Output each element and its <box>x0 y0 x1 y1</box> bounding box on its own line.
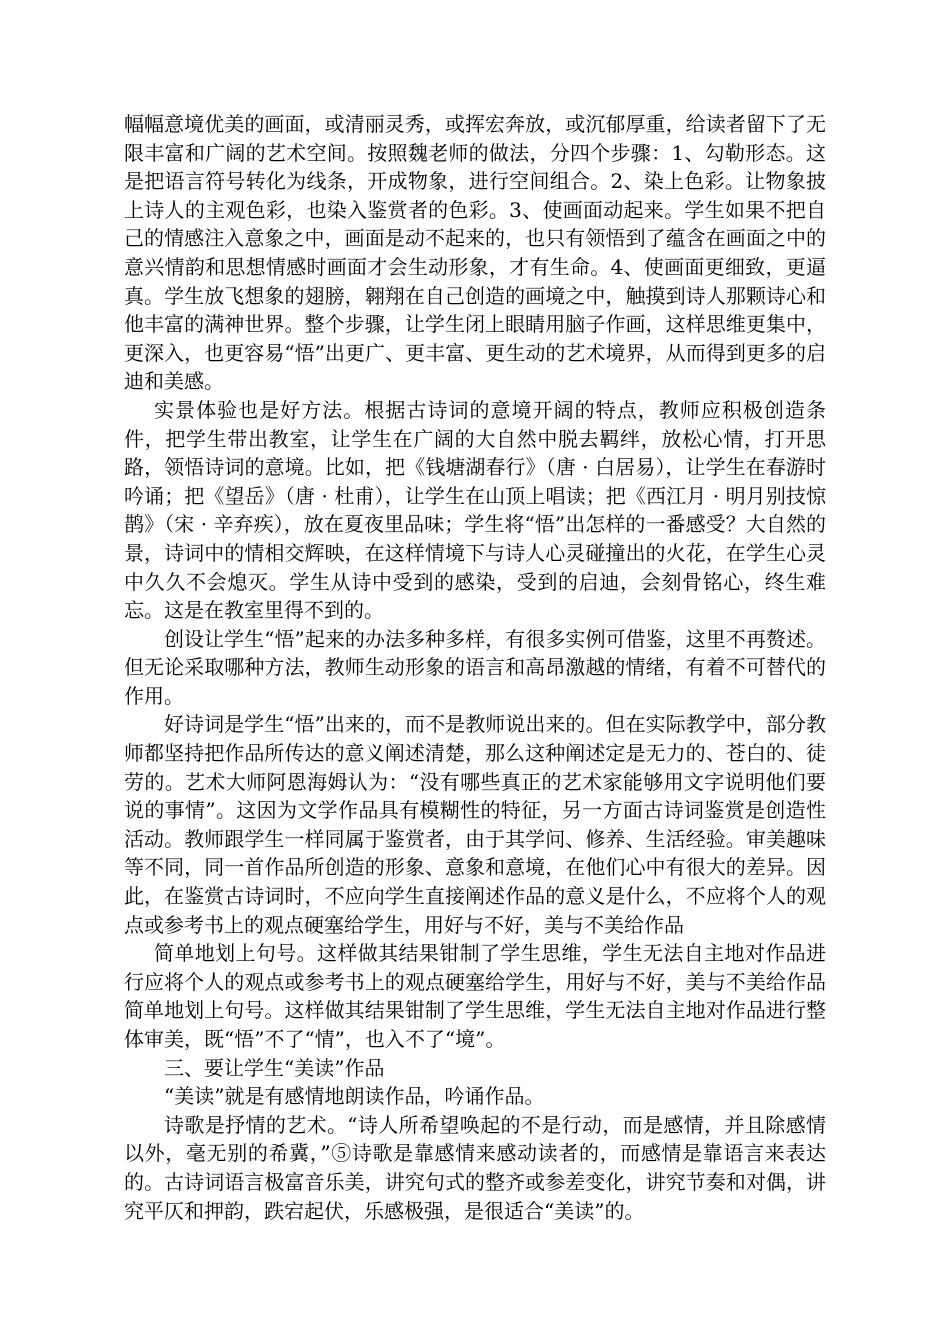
paragraph-field-experience: 实景体验也是好方法。根据古诗词的意境开阔的特点，教师应积极创造条件，把学生带出教室，让学生在广阔的大自然中脱去羁绊，放松心情，打开思路，领悟诗词的意境。比如，把《钱塘湖春行》（唐 · 白居易），让学生在春游时吟诵；把《望岳》（唐 · 杜甫），让学生在山顶上唱读；把《西江月 · 明月别技惊鹊》（宋 · 辛弃疾），放在夏夜里品味；学生将“悟”出怎样的一番感受？大自然的景，诗词中的情相交辉映，在这样情境下与诗人心灵碰撞出的火花，在学生心灵中久久不会熄灭。学生从诗中受到的感染，受到的启迪，会刻骨铭心，终生难忘。这是在教室里得不到的。 <box>124 397 826 623</box>
paragraph-poetry-emotion: 诗歌是抒情的艺术。“诗人所希望唤起的不是行动，而是感情，并且除感情以外，毫无别的希冀，”⑤诗歌是靠感情来感动读者的，而感情是靠语言来表达的。古诗词语言极富音乐美，讲究句式的整齐或参差变化，讲究节奏和对偶，讲究平仄和押韵，跌宕起伏，乐感极强，是很适合“美读”的。 <box>124 1112 826 1223</box>
paragraph-methods: 创设让学生“悟”起来的办法多种多样，有很多实例可借鉴，这里不再赘述。但无论采取哪种方法，教师生动形象的语言和高昂激越的情绪，有着不可替代的作用。 <box>124 626 826 708</box>
paragraph-visualization-steps: 幅幅意境优美的画面，或清丽灵秀，或挥宏奔放，或沉郁厚重，给读者留下了无限丰富和广阔的艺术空间。按照魏老师的做法，分四个步骤：1、勾勒形态。这是把语言符号转化为线条，开成物象，进行空间组合。2、染上色彩。让物象披上诗人的主观色彩，也染入鉴赏者的色彩。3、使画面动起来。学生如果不把自己的情感注入意象之中，画面是动不起来的，也只有领悟到了蕴含在画面之中的意兴情韵和思想情感时画面才会生动形象，才有生命。4、使画面更细致，更逼真。学生放飞想象的翅膀，翱翔在自己创造的画境之中，触摸到诗人那颗诗心和他丰富的满神世界。整个步骤，让学生闭上眼睛用脑子作画，这样思维更集中，更深入，也更容易“悟”出更广、更丰富、更生动的艺术境界，从而得到更多的启迪和美感。 <box>124 112 826 394</box>
document-page <box>124 110 826 1225</box>
section-heading-beautiful-reading: 三、要让学生“美读”作品 <box>164 1055 385 1080</box>
paragraph-student-insight: 好诗词是学生“悟”出来的，而不是教师说出来的。但在实际教学中，部分教师都坚持把作品所传达的意义阐述清楚，那么这种阐述定是无力的、苍白的、徒劳的。艺术大师阿恩海姆认为：“没有哪些真正的艺术家能够用文字说明他们要说的事情”。这因为文学作品具有模糊性的特征，另一方面古诗词鉴赏是创造性活动。教师跟学生一样同属于鉴赏者，由于其学问、修养、生活经验。审美趣味等不同，同一首作品所创造的形象、意象和意境，在他们心中有很大的差异。因此，在鉴赏古诗词时，不应向学生直接阐述作品的意义是什么，不应将个人的观点或参考书上的观点硬塞给学生，用好与不好，美与不美给作品 <box>124 712 826 937</box>
paragraph-simple-conclusion: 简单地划上句号。这样做其结果钳制了学生思维，学生无法自主地对作品进行应将个人的观点或参考书上的观点硬塞给学生，用好与不好，美与不美给作品简单地划上句号。这样做其结果钳制了学生思维，学生无法自主地对作品进行整体审美，既“悟”不了“情”，也入不了“境”。 <box>124 941 826 1051</box>
paragraph-definition: “美读”就是有感情地朗读作品，吟诵作品。 <box>164 1084 545 1109</box>
